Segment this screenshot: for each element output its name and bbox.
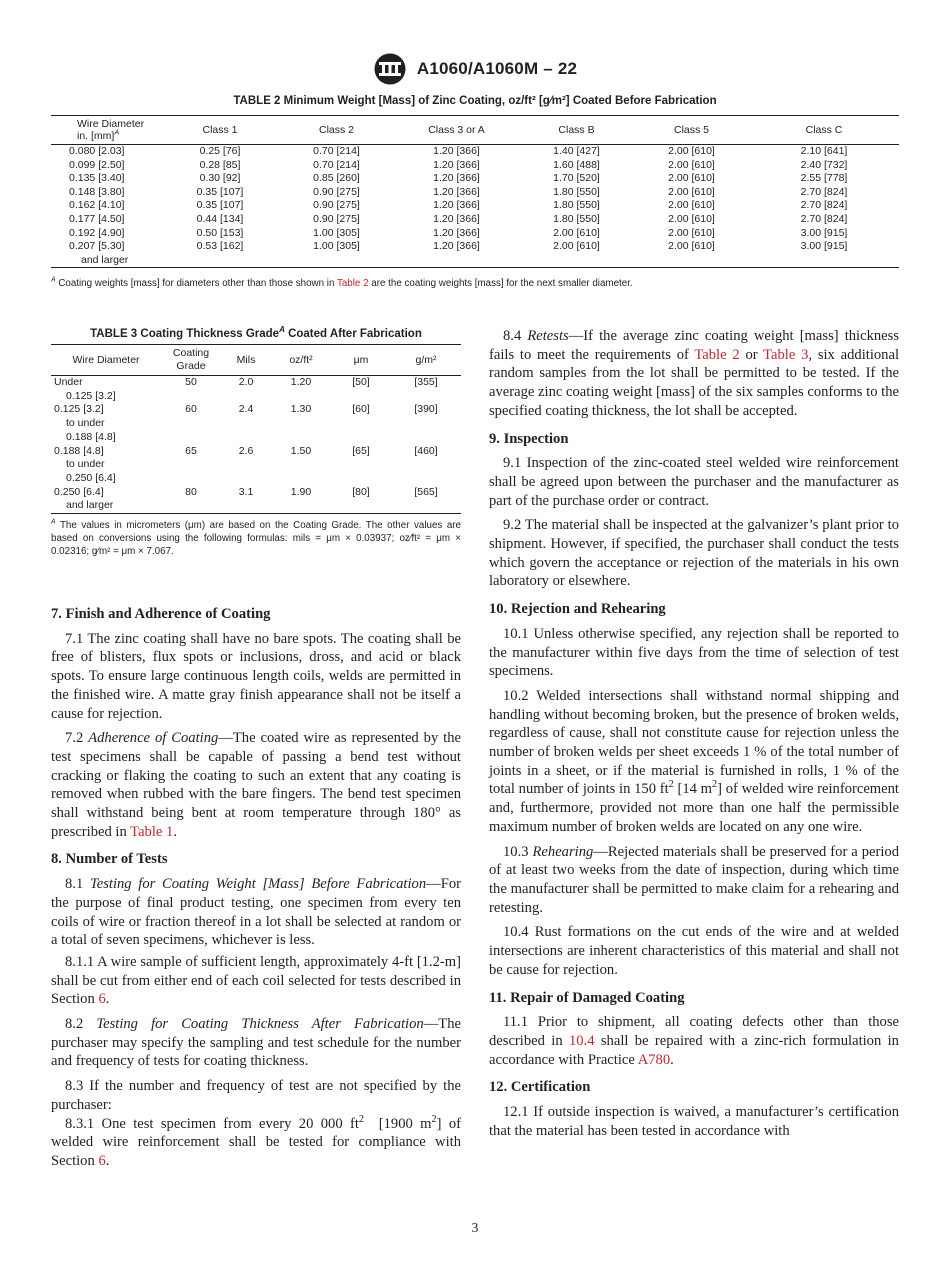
- table2-cell: 0.35 [107]: [196, 199, 244, 212]
- table3-cell-mils: 2.0: [238, 376, 254, 388]
- table2-cell: 1.20 [366]: [433, 212, 480, 225]
- table3-cell-gm: [460]: [414, 444, 438, 457]
- table2-cell-empty: [394, 254, 519, 268]
- paragraph: 8.2 Testing for Coating Thickness After Fabrication—The purchaser may specify the sampling and test schedule for the number and frequency of tests for coating thickness.: [51, 1016, 461, 1070]
- table2-cell: 3.00 [915]: [800, 226, 848, 239]
- table2-cell-diameter: 0.135 [3.40]: [69, 172, 125, 185]
- table3-cell-oz: 1.90: [290, 485, 312, 498]
- paragraph: 8.4 Retests—If the average zinc coating weight [mass] thickness fails to meet the requirements of Table 2 or Table 3, six additional random samples from the lot shall be permitted to be tested. If the average zinc coating weight [mass] of the six samples conforms to the specified coating thickness, the lot shall be accepted.: [489, 328, 900, 419]
- table2-cell: 2.55 [778]: [800, 172, 848, 185]
- table2-cell-diameter: 0.207 [5.30]: [69, 240, 125, 253]
- paragraph: 10.1 Unless otherwise specified, any rejection shall be reported to the manufacturer within five days from the time of selection of test specimens.: [489, 625, 899, 680]
- table2-cell-empty: [161, 254, 279, 268]
- section-heading: 9. Inspection: [489, 430, 569, 447]
- table2-cell-diameter: 0.099 [2.50]: [69, 158, 125, 171]
- table3-header-grade: Coating Grade: [172, 347, 210, 372]
- table3-cell-grade: 60: [185, 403, 197, 416]
- table2-cell: 1.80 [550]: [553, 185, 600, 198]
- table3-diameter-line: 0.125 [3.2]: [66, 389, 116, 402]
- table2-cell: 0.90 [275]: [313, 199, 360, 212]
- table2-row: [51, 186, 899, 200]
- table3-cell-gm: [355]: [414, 376, 438, 388]
- table3-diameter-line: to under: [66, 417, 105, 430]
- table3-cell-diameter: [51, 445, 161, 486]
- paragraph: 10.3 Rehearing—Rejected materials shall be preserved for a period of at least two weeks from the date of inspection, during which time the manufacturer shall be permitted to make claim for a rehearing and retesting.: [489, 843, 899, 916]
- table3-diameter-line: 0.250 [6.4]: [66, 471, 116, 484]
- table2-cell: 0.50 [153]: [196, 226, 244, 239]
- table2-row: [51, 227, 899, 241]
- table2-cell: 1.20 [366]: [433, 226, 480, 239]
- table2-cell: 2.00 [610]: [668, 185, 715, 198]
- left-column: [51, 605, 461, 1177]
- paragraph: 9.1 Inspection of the zinc-coated steel welded wire reinforcement shall be agreed upon between the purchaser and the manufacturer as part of the purchase order or contract.: [489, 455, 899, 509]
- table2-cell-empty: [279, 254, 394, 268]
- table2-cell: 2.00 [610]: [668, 158, 715, 171]
- paragraph: 8.1.1 A wire sample of sufficient length, approximately 4-ft [1.2-m] shall be cut from either end of each coil selected for tests described in Section 6.: [51, 953, 461, 1008]
- table3-row: [51, 403, 461, 444]
- table2-cell: 0.90 [275]: [313, 185, 360, 198]
- table3-header-um: μm: [353, 353, 369, 366]
- table2-cell: 2.00 [610]: [668, 145, 715, 157]
- table2-cell: 1.20 [366]: [433, 199, 480, 212]
- table2-link[interactable]: Table 2: [336, 278, 369, 289]
- table2-cell: 3.00 [915]: [800, 240, 848, 253]
- table2-cell-empty: [634, 254, 749, 268]
- table3-cell-oz: 1.50: [290, 444, 312, 457]
- table2-cell-empty: [519, 254, 634, 268]
- table3-cell-gm: [390]: [414, 403, 438, 416]
- table3-header-mils: Mils: [236, 353, 256, 366]
- table2-row: [51, 213, 899, 227]
- table3-cell-diameter: [51, 376, 161, 404]
- paragraph: 8.3 If the number and frequency of test are not specified by the purchaser:: [51, 1078, 461, 1113]
- table3-cell-oz: 1.30: [290, 403, 312, 416]
- table2-row: [51, 172, 899, 186]
- table2-cell: 2.40 [732]: [800, 158, 848, 171]
- table3-cell-mils: 2.4: [238, 403, 254, 416]
- table2-caption: TABLE 2 Minimum Weight [Mass] of Zinc Coating, oz/ft² [g⁄m²] Coated Before Fabrication: [233, 95, 717, 107]
- table2-cell: 0.25 [76]: [199, 145, 241, 157]
- paragraph: 7.2 Adherence of Coating—The coated wire as represented by the test specimens shall be capable of passing a bend test without cracking or flaking the coating to such an extent that any coating is removed when rubbed with the bare fingers. The bend test specimen shall withstand being bent at room temperature through 180° as prescribed in Table 1.: [51, 730, 462, 840]
- table3-cell-grade: 65: [185, 444, 197, 457]
- table2-cell: 1.80 [550]: [553, 199, 600, 212]
- table3-cell-mils: 3.1: [238, 485, 254, 498]
- table2-row: [51, 145, 899, 159]
- table3-diameter-line: 0.188 [4.8]: [66, 430, 116, 443]
- table2-cell: 0.44 [134]: [196, 212, 244, 225]
- table1-link[interactable]: Table 1: [130, 823, 174, 840]
- paragraph: 8.1 Testing for Coating Weight [Mass] Before Fabrication—For the purpose of final product testing, one specimen from every ten coils of wire or fraction thereof in a lot shall be selected at random or a total of seven specimens, whichever is less.: [51, 876, 461, 949]
- section-heading: 10. Rejection and Rehearing: [489, 601, 666, 618]
- table2-cell: 1.00 [305]: [313, 240, 360, 253]
- table3-diameter-line: 0.125 [3.2]: [54, 403, 104, 416]
- paragraph: 11.1 Prior to shipment, all coating defects other than those described in 10.4 shall be repaired with a zinc-rich formulation in accordance with Practice A780.: [489, 1014, 899, 1068]
- table3-footnote: $^A$ The values in micrometers (μm) are based on the Coating Grade. The other values are based on conversions using the following formulas: mils = μm × 0.03937; oz⁄ft² = μm × 0.02316; g⁄m² = μm × 7.067.: [51, 518, 462, 557]
- table3-header-diameter: Wire Diameter: [72, 353, 140, 366]
- paragraph: 10.4 Rust formations on the cut ends of the wire and at welded intersections are inherent characteristics of this material and shall not be cause for rejection.: [489, 924, 899, 978]
- table2-cell: 1.00 [305]: [313, 226, 360, 239]
- section-heading: 12. Certification: [489, 1079, 591, 1096]
- page-header: [0, 52, 950, 86]
- table3-caption: TABLE 3 Coating Thickness Grade$^A$ Coated After Fabrication: [90, 325, 422, 340]
- table2-cell: 2.70 [824]: [800, 199, 848, 212]
- table2-cell-diameter: and larger: [81, 253, 129, 266]
- table3-row: [51, 445, 461, 486]
- table3-cell-um: [50]: [352, 376, 370, 388]
- paragraph: 8.3.1 One test specimen from every 20 000 $ft^2$ [1900 $m^2$] of welded wire reinforcement shall be tested for compliance with Section 6.: [51, 1113, 461, 1169]
- table2-cell: 1.60 [488]: [553, 158, 600, 171]
- table2-cell: 2.00 [610]: [668, 199, 715, 212]
- table2-header: Class 3 or A: [428, 124, 485, 136]
- table3-header-ozft2: oz/ft²: [289, 353, 313, 366]
- section-heading: 7. Finish and Adherence of Coating: [51, 606, 271, 622]
- table2-cell-empty: [749, 254, 899, 268]
- table2-cell: 0.35 [107]: [196, 185, 244, 198]
- table3-header-gm2: g/m²: [415, 353, 437, 366]
- table3-cell-um: [80]: [352, 485, 370, 498]
- table2-cell: 1.70 [520]: [553, 172, 600, 185]
- table2-cell-diameter: 0.162 [4.10]: [69, 199, 125, 212]
- page-number: 3: [471, 1220, 479, 1235]
- table2-cell: 1.20 [366]: [433, 240, 480, 253]
- astm-logo: [373, 52, 407, 86]
- table2-cell: 2.00 [610]: [668, 240, 715, 253]
- table2-cell: 2.00 [610]: [553, 226, 600, 239]
- paragraph: 12.1 If outside inspection is waived, a manufacturer’s certification that the material has been tested in accordance with: [489, 1104, 899, 1139]
- table3-row: [51, 376, 461, 404]
- table3-diameter-line: Under: [54, 376, 83, 388]
- table2-header: Class 5: [673, 124, 709, 136]
- table3-cell-gm: [565]: [414, 485, 438, 498]
- a780-link[interactable]: A780: [637, 1051, 671, 1068]
- table2-cell-diameter: 0.192 [4.90]: [69, 226, 125, 239]
- table2-cell: 1.40 [427]: [553, 145, 600, 157]
- paragraph: 9.2 The material shall be inspected at the galvanizer’s plant prior to shipment. However, if specified, the purchaser shall conduct the tests which govern the acceptance or rejection of the materials in his own laboratory or elsewhere.: [489, 517, 899, 590]
- table2-header: Class 2: [318, 124, 354, 136]
- table2-row: [51, 159, 899, 173]
- table2-cell: 2.00 [610]: [668, 226, 715, 239]
- table2-cell-diameter: 0.080 [2.03]: [69, 145, 125, 157]
- table2-cell: 1.80 [550]: [553, 212, 600, 225]
- table2-header: Class 1: [202, 124, 238, 136]
- section-heading: 11. Repair of Damaged Coating: [489, 989, 685, 1006]
- table3-cell-um: [60]: [352, 403, 370, 416]
- paragraph: 7.1 The zinc coating shall have no bare spots. The coating shall be free of blisters, flux spots or inclusions, dross, and acid or black spots. To ensure large continuous length coils, welds are permitted in the finished wire. A matte gray finish appearance shall not be itself a cause for rejection.: [51, 630, 461, 722]
- table2-header: Class B: [558, 124, 595, 136]
- section6-link[interactable]: 6: [98, 1152, 106, 1169]
- right-column: [489, 327, 899, 1146]
- table2-footnote: $^A$ Coating weights [mass] for diameters other than those shown in Table 2 are the coating weights [mass] for the next smaller diameter.: [51, 276, 633, 289]
- table3-header-row: [51, 345, 461, 376]
- table2-cell: 2.70 [824]: [800, 185, 848, 198]
- table3-cell-oz: 1.20: [290, 376, 312, 388]
- table2: [51, 115, 899, 268]
- table2-cell: 1.20 [366]: [433, 172, 480, 185]
- table2-cell: 0.85 [260]: [313, 172, 360, 185]
- table2-link[interactable]: Table 2: [694, 346, 740, 363]
- section-10-4-link[interactable]: 10.4: [568, 1032, 595, 1049]
- table2-header-diameter: Wire Diameter in. [mm]$^A$: [77, 118, 145, 142]
- table2-row-continuation: [51, 254, 899, 268]
- table2-header-row: [51, 116, 899, 145]
- table2-cell: 0.70 [214]: [313, 158, 360, 171]
- table3-diameter-line: 0.188 [4.8]: [54, 444, 104, 457]
- table2-cell: 1.20 [366]: [433, 185, 480, 198]
- table2-cell: 2.70 [824]: [800, 212, 848, 225]
- table2-row: [51, 240, 899, 254]
- table2-cell: 0.70 [214]: [313, 145, 360, 157]
- table3-diameter-line: 0.250 [6.4]: [54, 485, 104, 498]
- table2-cell: 0.90 [275]: [313, 212, 360, 225]
- section6-link[interactable]: 6: [98, 991, 106, 1008]
- document-designation: A1060/A1060M – 22: [416, 59, 578, 78]
- table3-cell-mils: 2.6: [238, 444, 254, 457]
- section-heading: 8. Number of Tests: [51, 851, 168, 868]
- table2-cell: 1.20 [366]: [433, 145, 480, 157]
- table2-cell-diameter: 0.177 [4.50]: [69, 212, 125, 225]
- table2-cell: 0.28 [85]: [199, 158, 241, 171]
- table2-cell-diameter: 0.148 [3.80]: [69, 185, 125, 198]
- table2-cell: 0.30 [92]: [199, 172, 241, 185]
- table3-diameter-line: to under: [66, 458, 105, 471]
- table3-cell-um: [65]: [352, 444, 370, 457]
- table2-cell: 2.00 [610]: [553, 240, 600, 253]
- table3-link[interactable]: Table 3: [763, 346, 809, 363]
- table2-cell: 1.20 [366]: [433, 158, 480, 171]
- table2-row: [51, 199, 899, 213]
- table3-cell-grade: 80: [185, 485, 197, 498]
- table3-row: [51, 486, 461, 514]
- table2-header: Class C: [805, 124, 843, 136]
- table2-cell: 2.10 [641]: [800, 145, 848, 157]
- table3: [51, 344, 461, 514]
- table3-cell-diameter: [51, 403, 161, 444]
- paragraph: 10.2 Welded intersections shall withstand normal shipping and handling without becoming broken, but the presence of broken welds, regardless of cause, shall not constitute cause for rejection unless the number of broken welds per sheet exceeds 1 % of the total number of joints in a sheet, or if the material is furnished in rolls, 1 % of the total number of joints in 150 $ft^2$ [14 $m^2$] of welded wire reinforcement and, furthermore, provided not more than one half the permissible maximum number of broken welds are located on any one wire.: [489, 687, 899, 835]
- table2-cell: 2.00 [610]: [668, 212, 715, 225]
- table3-cell-grade: 50: [185, 376, 197, 388]
- table3-cell-diameter: [51, 486, 161, 514]
- table3-diameter-line: and larger: [66, 499, 114, 512]
- table2-cell: 0.53 [162]: [196, 240, 244, 253]
- table2-cell: 2.00 [610]: [668, 172, 715, 185]
